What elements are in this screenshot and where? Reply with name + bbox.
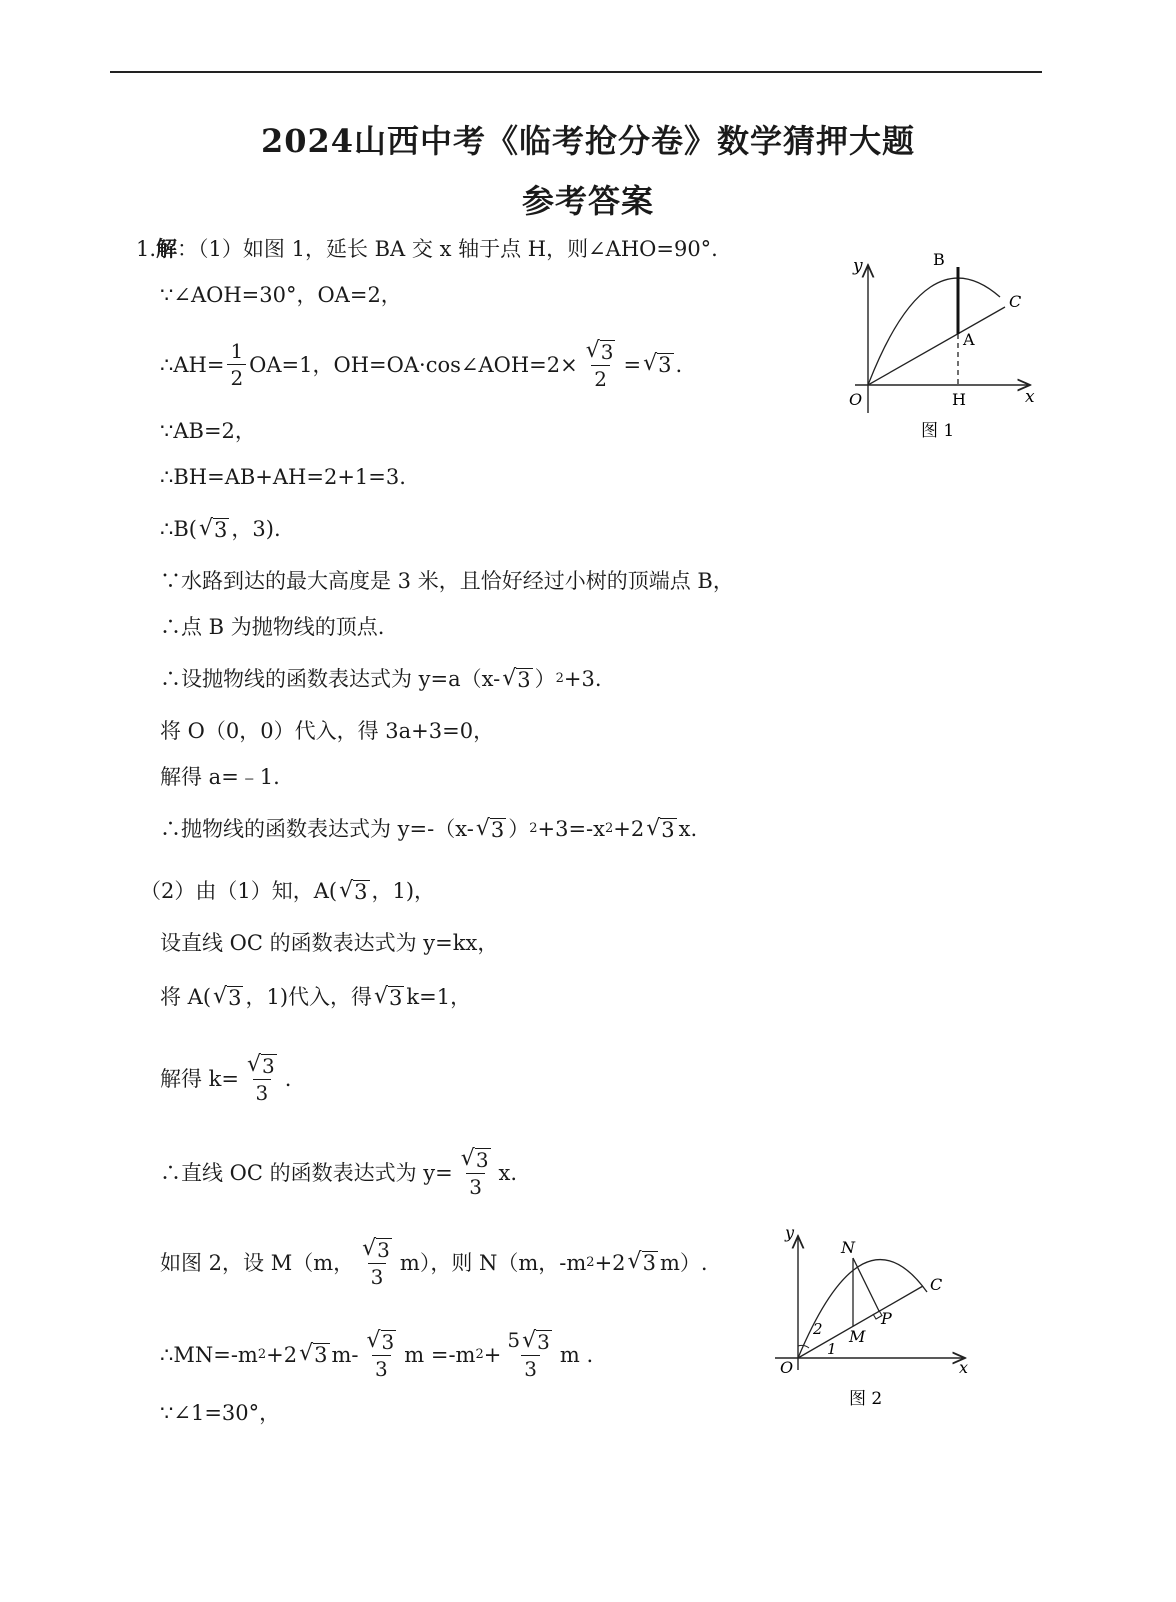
label-h: H <box>952 390 966 409</box>
fraction: √ 3 3 <box>460 1146 489 1199</box>
fraction: $\frac{1}{2}$ <box>227 341 246 388</box>
label-o: O <box>849 390 863 409</box>
top-rule <box>110 71 1042 73</box>
solution-line-6: ∴B( √ 3 ，3). <box>160 515 281 542</box>
fraction: √ 3 3 <box>362 1236 390 1289</box>
label-a: A <box>963 330 975 349</box>
solution-line-3: ∴AH= $\frac{1}{2}$ OA=1，OH=OA·cos∠AOH=2× √ 3 2 = √ 3 . <box>160 338 683 391</box>
label-angle-2: 2 <box>813 1320 823 1338</box>
solution-line-15: 将 A( √ 3 ，1)代入，得 √ 3 k=1， <box>160 983 472 1010</box>
label-y: y <box>853 256 863 276</box>
fraction: √ 3 2 <box>585 338 614 391</box>
label-x: x <box>1025 387 1035 407</box>
label-c: C <box>1009 292 1022 311</box>
page-subtitle: 参考答案 <box>521 182 654 220</box>
solution-line-2: ∵∠AOH=30°，OA=2， <box>160 283 402 307</box>
solution-line-11: 解得 a=﹣1. <box>160 765 280 789</box>
label-p: P <box>881 1309 892 1328</box>
solution-line-1: 1. 解 ：（1）如图 1，延长 BA 交 x 轴于点 H，则∠AHO=90°. <box>136 236 718 261</box>
label-c: C <box>930 1275 943 1294</box>
solution-line-16: 解得 k= √ 3 3 . <box>160 1052 292 1105</box>
figure-1 <box>835 245 1045 455</box>
solution-line-14: 设直线 OC 的函数表达式为 y=kx， <box>160 931 499 955</box>
label-y: y <box>785 1223 795 1242</box>
solution-line-5: ∴BH=AB+AH=2+1=3. <box>160 465 406 489</box>
solution-line-18: 如图 2，设 M（m， √ 3 3 m），则 N（m，-m 2 +2 √ 3 m）. <box>160 1236 708 1289</box>
solution-line-13: （2）由（1）知，A( √ 3 ，1)， <box>140 877 436 904</box>
fraction: 5 √ 3 3 <box>507 1328 550 1381</box>
label-b: B <box>933 250 945 269</box>
solution-line-17: ∴直线 OC 的函数表达式为 y= √ 3 3 x. <box>160 1146 518 1199</box>
solution-line-7: ∵水路到达的最大高度是 3 米，且恰好经过小树的顶端点 B， <box>160 569 734 593</box>
figure-2-caption: 图 2 <box>849 1389 883 1409</box>
segment-np <box>853 1258 879 1311</box>
solution-line-10: 将 O（0，0）代入，得 3a+3=0， <box>160 719 495 743</box>
solution-line-20: ∵∠1=30°， <box>160 1401 281 1425</box>
label-angle-1: 1 <box>827 1340 837 1358</box>
label-x: x <box>959 1358 969 1377</box>
label-m: M <box>849 1327 866 1346</box>
solution-line-19: ∴MN=-m 2 +2 √ 3 m- √ 3 3 m =-m 2 + 5 √ 3 3 m . <box>160 1328 594 1381</box>
solution-line-8: ∴点 B 为抛物线的顶点. <box>160 615 385 639</box>
figure-1-caption: 图 1 <box>921 421 955 441</box>
label-o: O <box>780 1358 794 1377</box>
figure-2 <box>765 1218 980 1418</box>
solution-line-12: ∴抛物线的函数表达式为 y=-（x- √ 3 ） 2 +3=-x 2 +2 √ 3 x. <box>160 815 698 842</box>
parabola <box>868 278 1000 385</box>
fraction: √ 3 3 <box>247 1052 275 1105</box>
fraction: √ 3 3 <box>366 1328 395 1381</box>
line-oc <box>868 307 1005 385</box>
solution-line-4: ∵AB=2， <box>160 419 256 443</box>
label-n: N <box>841 1238 855 1257</box>
page-title: 2024山西中考《临考抢分卷》数学猜押大题 <box>260 122 916 160</box>
solution-line-9: ∴设抛物线的函数表达式为 y=a（x- √ 3 ） 2 +3. <box>160 665 602 692</box>
